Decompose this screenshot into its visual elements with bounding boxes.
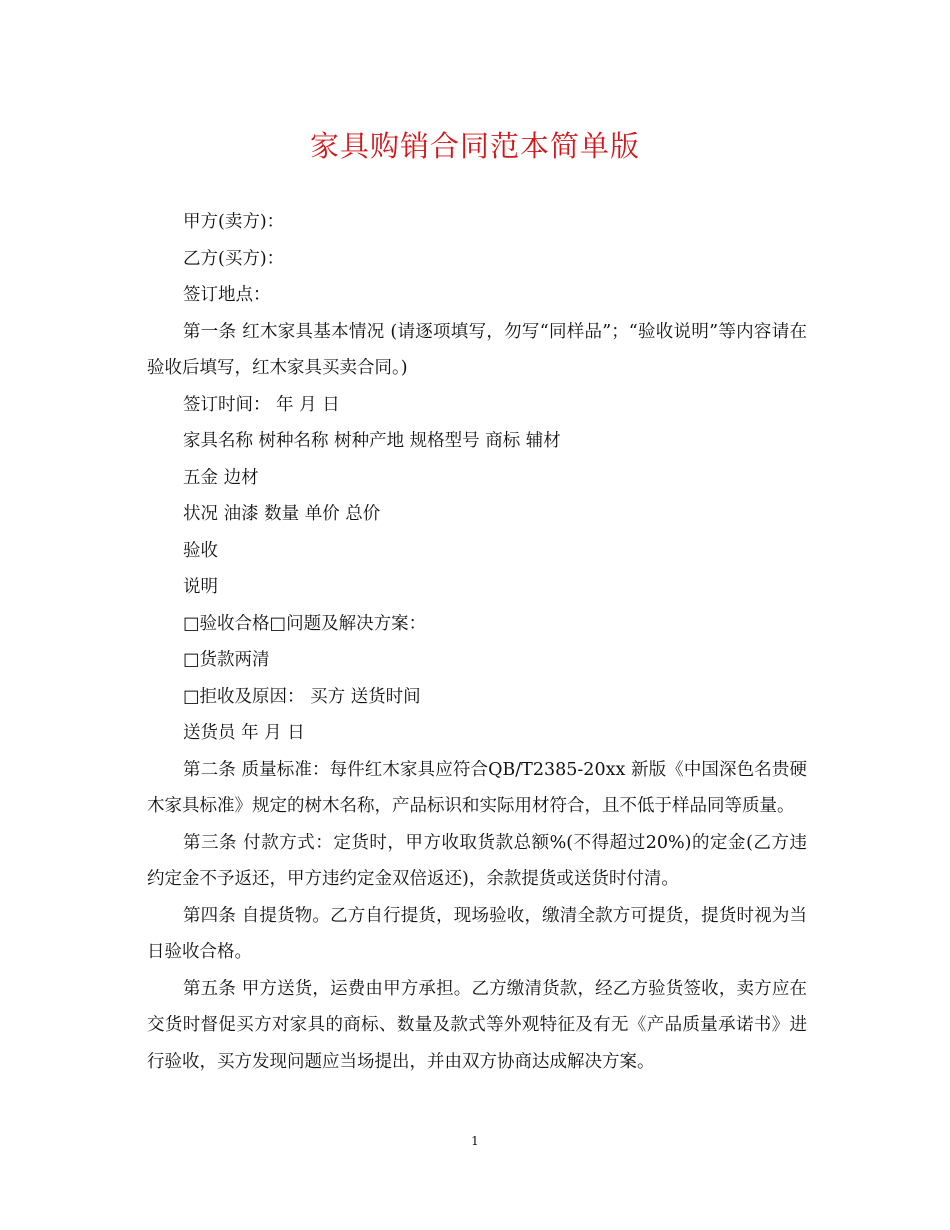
furniture-columns-line-3: 状况 油漆 数量 单价 总价 bbox=[183, 504, 381, 524]
rejection-line: □拒收及原因： 买方 送货时间 bbox=[183, 686, 421, 707]
document-body bbox=[147, 204, 807, 1080]
acceptance-label: 验收 bbox=[183, 540, 218, 561]
furniture-columns-line-1: 家具名称 树种名称 树种产地 规格型号 商标 辅材 bbox=[183, 431, 561, 451]
delivery-person-line: 送货员 年 月 日 bbox=[183, 723, 305, 743]
furniture-columns-line-2: 五金 边材 bbox=[183, 467, 259, 488]
description-label: 说明 bbox=[183, 577, 218, 597]
party-b-line: 乙方(买方)： bbox=[183, 248, 285, 269]
article-1: 第一条 红木家具基本情况 (请逐项填写，勿写“同样品”；“验收说明”等内容请在验收后填写，红木家具买卖合同。) bbox=[147, 321, 807, 378]
document-title: 家具购销合同范本简单版 bbox=[309, 129, 640, 163]
signing-place-line: 签订地点： bbox=[183, 285, 271, 305]
party-a-line: 甲方(卖方)： bbox=[183, 212, 285, 232]
article-4: 第四条 自提货物。乙方自行提货，现场验收，缴清全款方可提货，提货时视为当日验收合格。 bbox=[147, 905, 807, 962]
page-number: 1 bbox=[471, 1134, 479, 1148]
article-2: 第二条 质量标准：每件红木家具应符合QB/T2385-20xx 新版《中国深色名贵硬木家具标准》规定的树木名称，产品标识和实际用材符合，且不低于样品同等质量。 bbox=[147, 759, 807, 816]
article-5: 第五条 甲方送货，运费由甲方承担。乙方缴清货款，经乙方验货签收，卖方应在交货时督促买方对家具的商标、数量及款式等外观特征及有无《产品质量承诺书》进行验收，买方发现问题应当场提出，并由双方协商达成解决方案。 bbox=[147, 978, 807, 1072]
acceptance-option-line: □验收合格□问题及解决方案： bbox=[183, 613, 427, 634]
article-3: 第三条 付款方式：定货时，甲方收取货款总额%(不得超过20%)的定金(乙方违约定金不予返还，甲方违约定金双倍返还)，余款提货或送货时付清。 bbox=[147, 832, 807, 889]
payment-cleared-line: □货款两清 bbox=[183, 650, 270, 670]
signing-time-line: 签订时间： 年 月 日 bbox=[183, 394, 340, 415]
